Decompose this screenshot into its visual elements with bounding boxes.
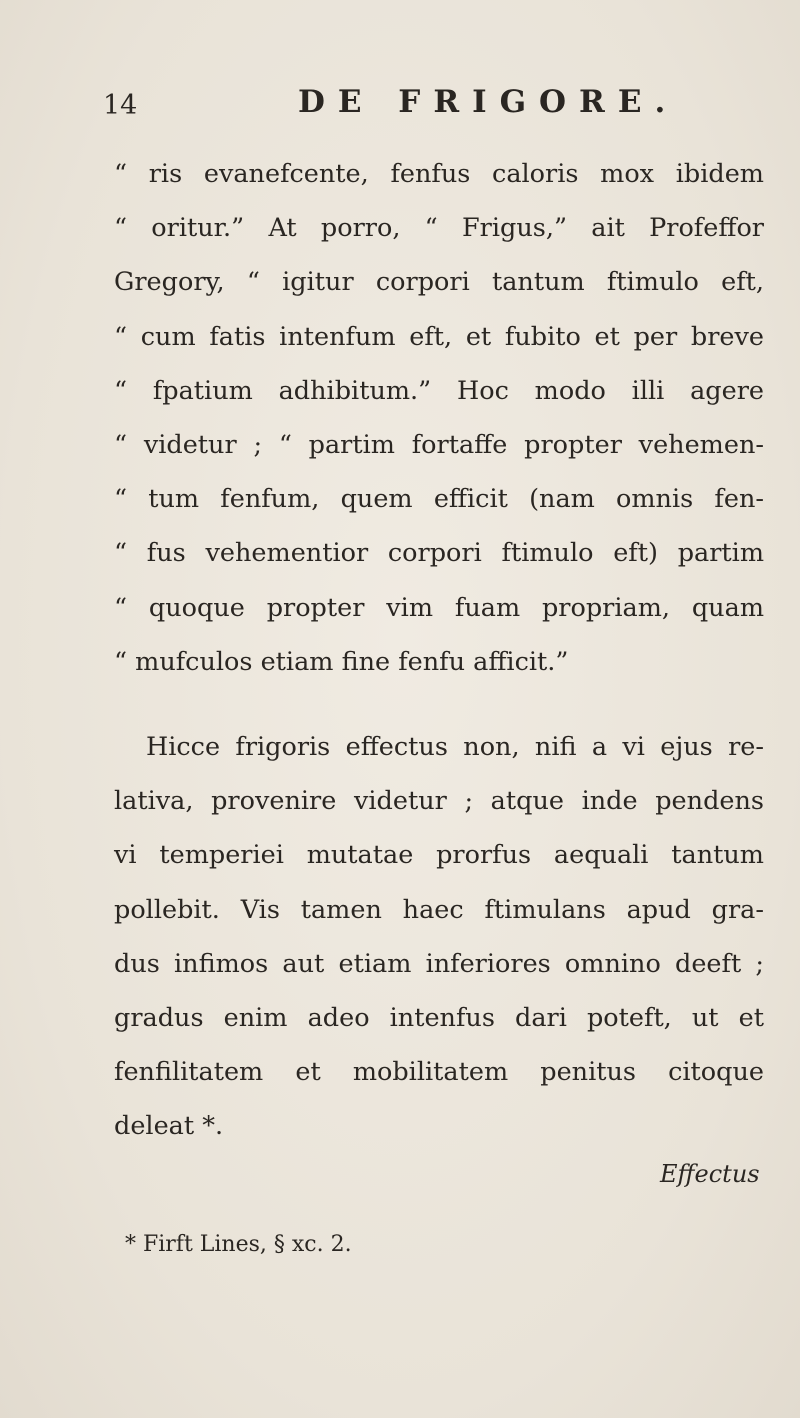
text-line: pollebit. Vis tamen haec ftimulans apud gra- [114, 894, 764, 925]
page-number: 14 [103, 90, 138, 121]
text-line: Hicce frigoris effectus non, nifi a vi ejus re- [146, 732, 764, 762]
text-line: vi temperiei mutatae prorfus aequali tantum [114, 840, 764, 871]
text-line: fenfilitatem et mobilitatem penitus citoque [114, 1057, 764, 1088]
text-line: “ quoque propter vim fuam propriam, quam [114, 592, 764, 623]
text-line: “ ris evanefcente, fenfus caloris mox ibidem [114, 159, 764, 189]
text-line: “ videtur ; “ partim fortaffe propter vehemen- [114, 429, 764, 460]
text-line: Gregory, “ igitur corpori tantum ftimulo eft, [114, 267, 764, 298]
text-line: gradus enim adeo intenfus dari poteft, ut et [114, 1002, 764, 1033]
catchword: Effectus [660, 1160, 760, 1188]
text-line: “ oritur.” At porro, “ Frigus,” ait Profeffor [114, 213, 764, 244]
text-line: deleat *. [114, 1111, 224, 1142]
footnote: * Firft Lines, § xc. 2. [125, 1232, 352, 1257]
text-line: dus infimos aut etiam inferiores omnino deeft ; [114, 948, 764, 979]
page-header [0, 84, 800, 124]
text-line: “ tum fenfum, quem efficit (nam omnis fen- [114, 484, 764, 515]
text-line: lativa, provenire videtur ; atque inde pendens [114, 786, 764, 817]
text-line: “ fpatium adhibitum.” Hoc modo illi agere [114, 375, 764, 406]
text-line: “ fus vehementior corpori ftimulo eft) partim [114, 538, 764, 569]
text-line: “ mufculos etiam fine fenfu afficit.” [114, 646, 569, 677]
text-line: “ cum fatis intenfum eft, et fubito et per breve [114, 321, 764, 352]
body-paragraph [114, 720, 764, 1154]
running-title: DE FRIGORE. [298, 84, 679, 120]
quotation-block [114, 147, 764, 689]
